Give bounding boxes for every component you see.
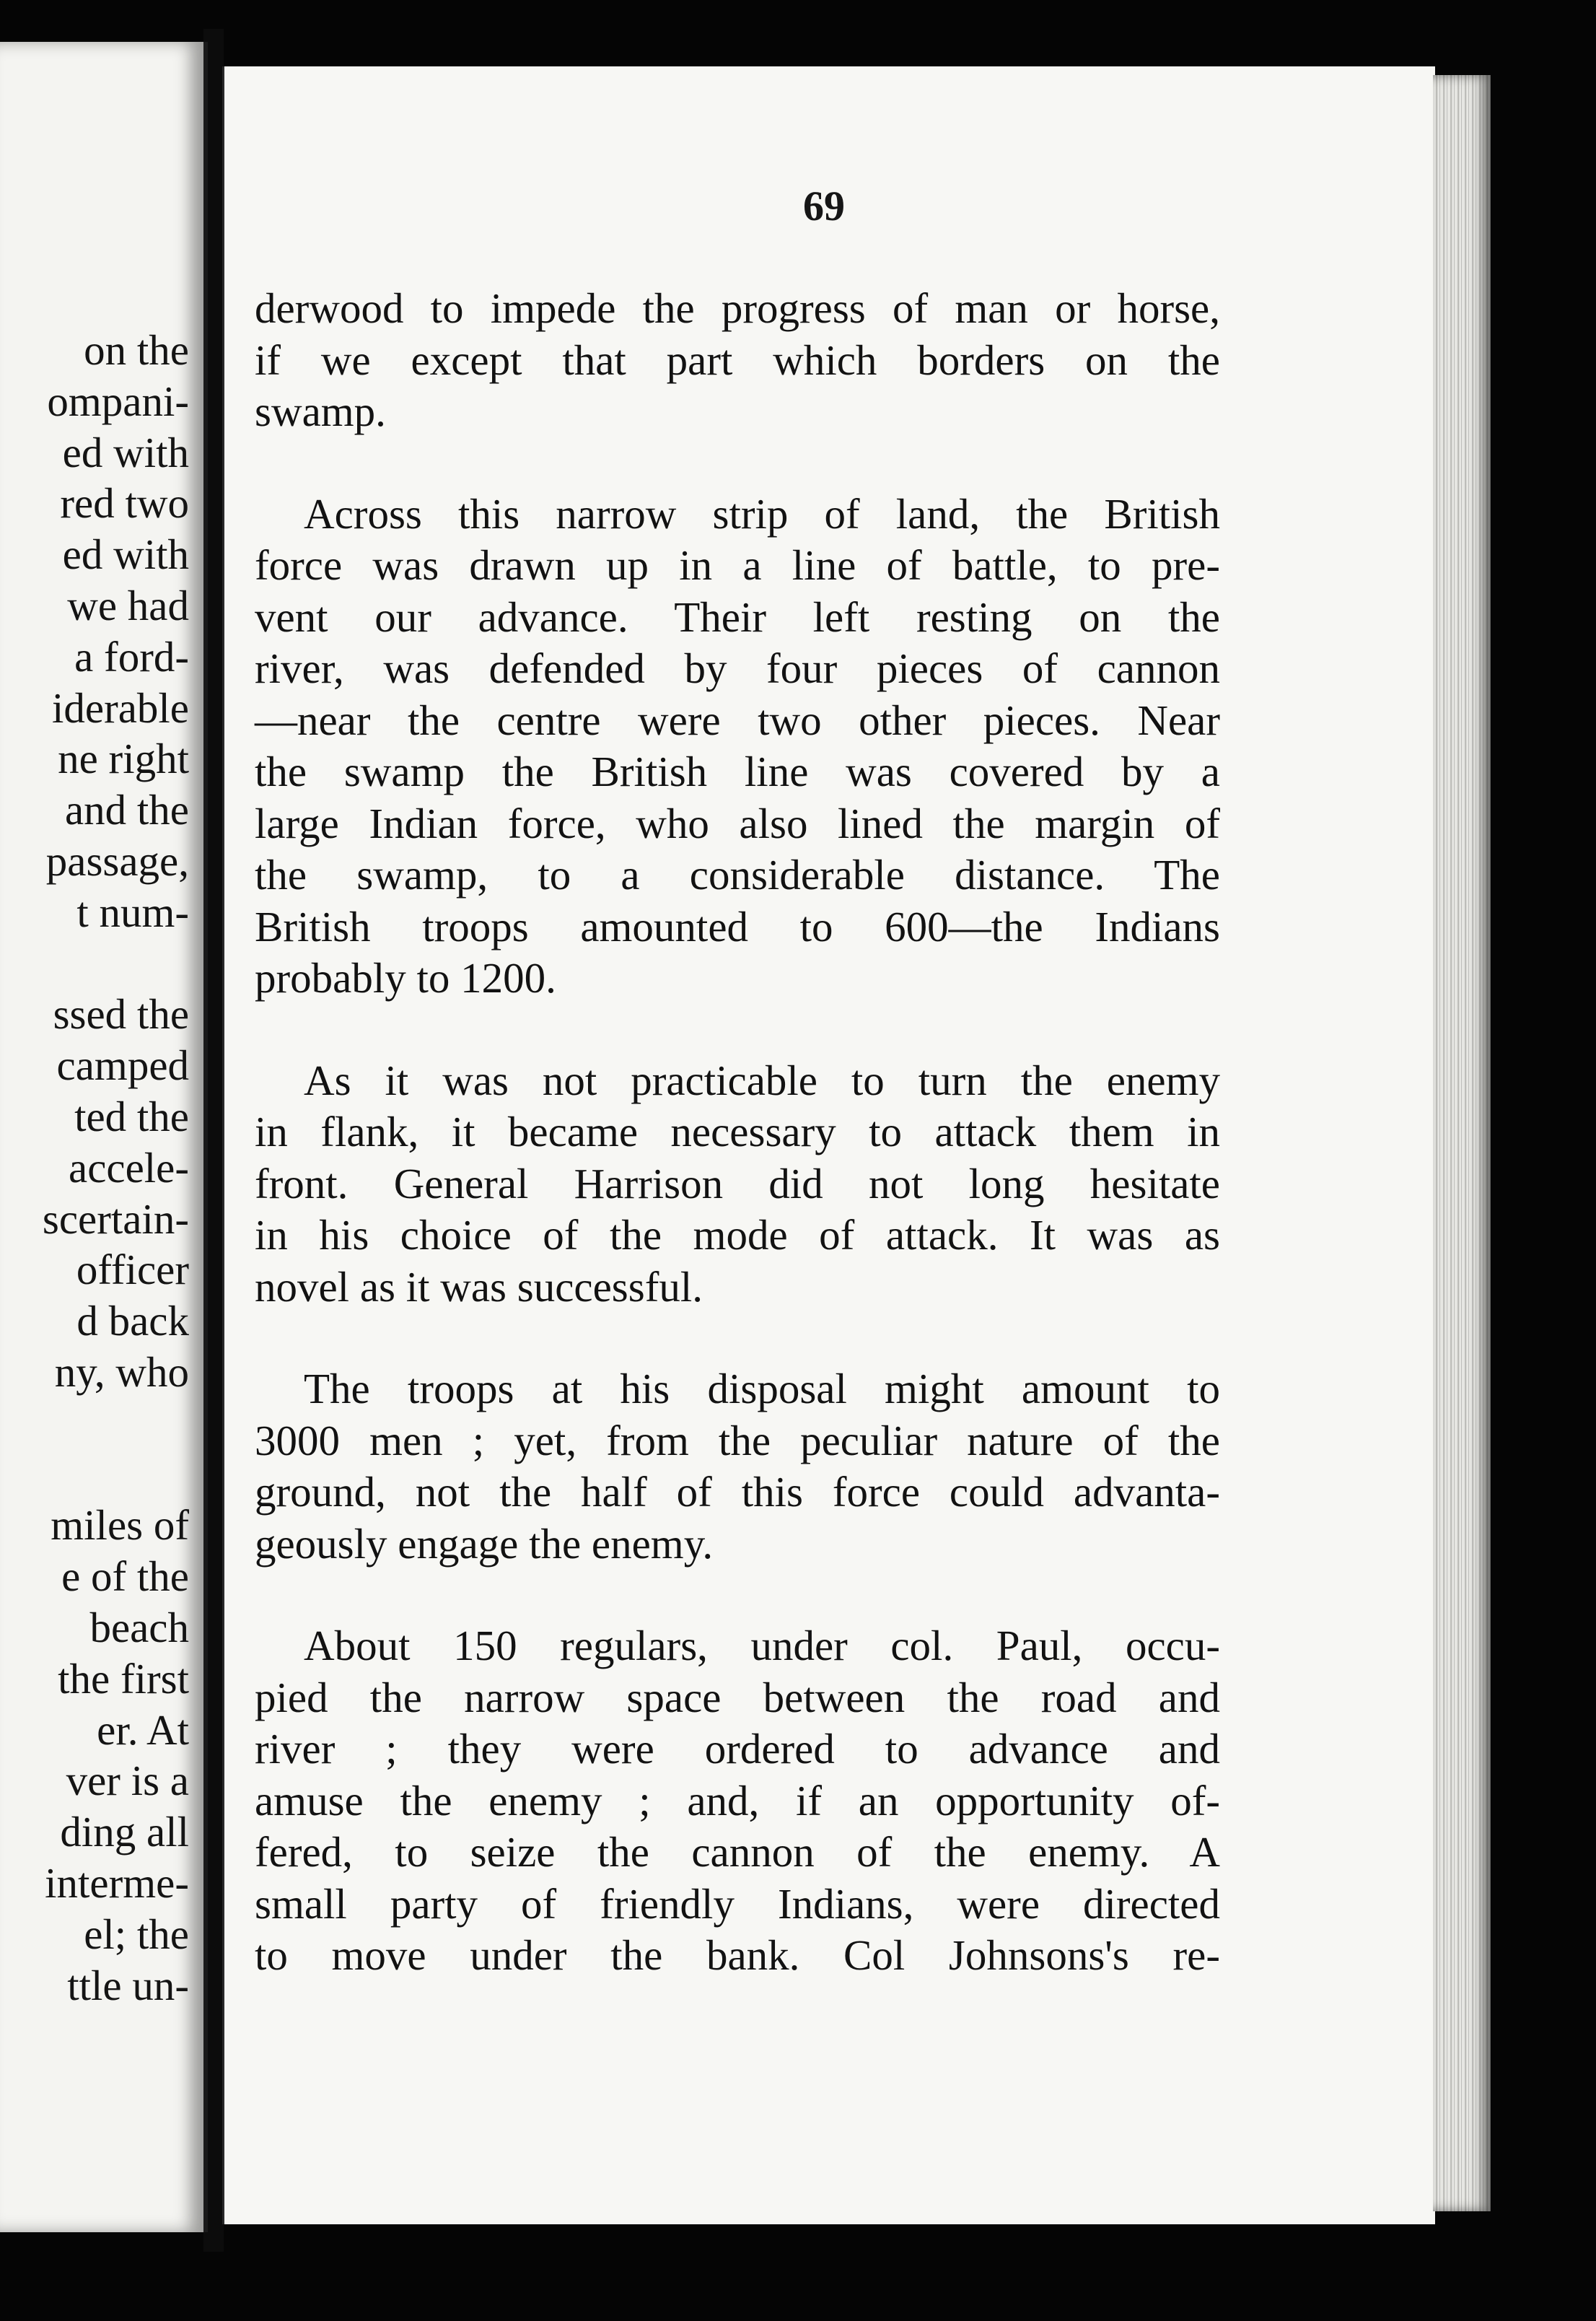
previous-page-line: ne right xyxy=(58,735,189,783)
previous-page-line: ver is a xyxy=(66,1757,189,1805)
text-line: As it was not practicable to turn the enemy xyxy=(304,1056,1220,1104)
previous-page-line: scertain- xyxy=(42,1194,189,1243)
previous-page-line: miles of xyxy=(51,1501,189,1549)
previous-page-fragment xyxy=(0,42,208,2232)
previous-page-line: d back xyxy=(76,1297,189,1345)
previous-page-line xyxy=(0,1398,189,1449)
previous-page-line: we had xyxy=(67,581,189,629)
text-line: pied the narrow space between the road and xyxy=(255,1673,1220,1721)
previous-page-line: ssed the xyxy=(53,990,189,1039)
previous-page-line: ny, who xyxy=(54,1347,189,1396)
previous-page-line: passage, xyxy=(45,836,189,885)
text-line: force was drawn up in a line of battle, to pre- xyxy=(255,541,1220,589)
text-line: amuse the enemy ; and, if an opportunity of- xyxy=(255,1776,1220,1824)
text-line: if we except that part which borders on the xyxy=(255,336,1220,384)
text-line: swamp. xyxy=(255,388,386,435)
text-line: 3000 men ; yet, from the peculiar nature of the xyxy=(255,1416,1220,1464)
book-page-edges xyxy=(1433,75,1491,2211)
text-line: small party of friendly Indians, were directed xyxy=(255,1879,1220,1928)
text-line: river ; they were ordered to advance and xyxy=(255,1725,1220,1773)
previous-page-line: and the xyxy=(64,786,189,834)
previous-page-line: interme- xyxy=(45,1858,189,1907)
page-body xyxy=(255,283,1220,2032)
previous-page-line: the first xyxy=(58,1654,189,1702)
text-line: —near the centre were two other pieces. Near xyxy=(255,696,1220,744)
current-page xyxy=(222,66,1435,2224)
previous-page-line: er. At xyxy=(97,1705,189,1754)
previous-page-line: ed with xyxy=(62,530,189,579)
text-line: ground, not the half of this force could advanta- xyxy=(255,1468,1220,1516)
text-line: river, was defended by four pieces of cannon xyxy=(255,644,1220,692)
previous-page-line: ed with xyxy=(62,428,189,476)
page-number: 69 xyxy=(803,183,845,230)
text-line: About 150 regulars, under col. Paul, occu- xyxy=(304,1622,1220,1669)
previous-page-line: e of the xyxy=(61,1552,189,1601)
previous-page-text xyxy=(0,325,189,2011)
previous-page-line: accele- xyxy=(69,1143,189,1192)
text-line: to move under the bank. Col Johnsons's re- xyxy=(255,1931,1220,1979)
previous-page-line xyxy=(0,1449,189,1500)
previous-page-line: iderable xyxy=(52,683,189,732)
paragraph-4 xyxy=(255,1363,1220,1570)
previous-page-line: a ford- xyxy=(74,632,189,681)
text-line: probably to 1200. xyxy=(255,954,556,1002)
previous-page-line: ding all xyxy=(60,1808,189,1856)
paragraph-1 xyxy=(255,283,1220,438)
text-line: novel as it was successful. xyxy=(255,1262,703,1311)
text-line: geously engage the enemy. xyxy=(255,1519,714,1568)
text-line: in his choice of the mode of attack. It was as xyxy=(255,1211,1220,1259)
previous-page-line: t num- xyxy=(76,888,189,936)
text-line: front. General Harrison did not long hesitate xyxy=(255,1159,1220,1207)
text-line: vent our advance. Their left resting on the xyxy=(255,593,1220,641)
paragraph-5 xyxy=(255,1620,1220,1982)
text-line: the swamp the British line was covered by a xyxy=(255,748,1220,795)
previous-page-line: beach xyxy=(89,1603,189,1651)
previous-page-line: on the xyxy=(84,326,189,374)
text-line: derwood to impede the progress of man or horse, xyxy=(255,284,1220,332)
text-line: the swamp, to a considerable distance. The xyxy=(255,851,1220,899)
previous-page-line: camped xyxy=(56,1041,189,1090)
text-line: The troops at his disposal might amount to xyxy=(304,1365,1220,1412)
previous-page-line: ted the xyxy=(74,1092,189,1140)
previous-page-line: ompani- xyxy=(47,377,189,425)
previous-page-line: officer xyxy=(76,1246,189,1294)
text-line: large Indian force, who also lined the margin of xyxy=(255,799,1220,847)
text-line: British troops amounted to 600—the Indians xyxy=(255,902,1220,950)
previous-page-line: red two xyxy=(60,479,189,528)
text-line: fered, to seize the cannon of the enemy. A xyxy=(255,1828,1220,1876)
paragraph-2 xyxy=(255,489,1220,1005)
previous-page-line: el; the xyxy=(84,1910,189,1958)
paragraph-3 xyxy=(255,1055,1220,1314)
text-line: in flank, it became necessary to attack them in xyxy=(255,1108,1220,1155)
text-line: Across this narrow strip of land, the British xyxy=(304,489,1220,538)
previous-page-line: ttle un- xyxy=(67,1961,189,2009)
previous-page-line xyxy=(0,938,189,989)
